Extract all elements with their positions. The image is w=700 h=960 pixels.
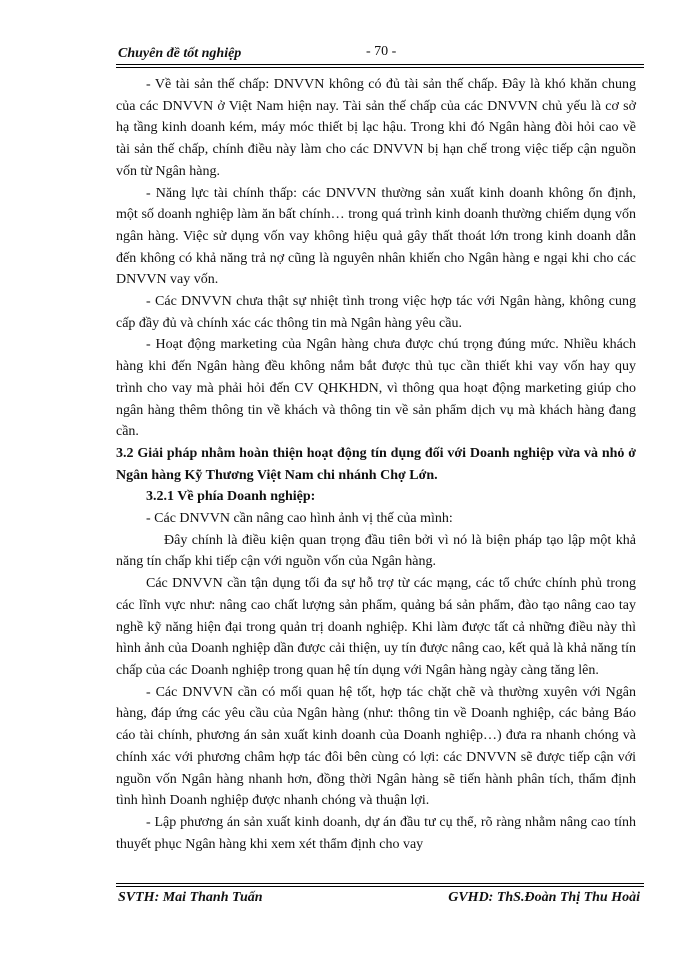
paragraph: Các DNVVN cần tận dụng tối đa sự hỗ trợ từ các mạng, các tổ chức chính phủ trong các lĩnh vực như: nâng cao chất lượng sản phẩm, quảng bá sản phẩm, đào tạo nâng cao tay nghề kỹ năng hiện đại trong quản trị doanh nghiệp. Khi làm được tất cả những điều này thì hình ảnh của Doanh nghiệp dần được cải thiện, uy tín được nâng cao, kết quả là khả năng tín chấp của các Doanh nghiệp trong quan hệ tín dụng với Ngân hàng ngày càng tăng lên. xyxy=(116,576,636,678)
document-body xyxy=(116,74,636,855)
subsection-heading: 3.2.1 Về phía Doanh nghiệp: xyxy=(146,489,316,505)
paragraph: - Các DNVVN cần có mối quan hệ tốt, hợp tác chặt chẽ và thường xuyên với Ngân hàng, đáp ứng các yêu cầu của Ngân hàng (như: thông tin về Doanh nghiệp, các bảng Báo cáo tài chính, phương án sản xuất kinh doanh của Doanh nghiệp…) đưa ra nhanh chóng và chính xác với phương châm hợp tác đôi bên cùng có lợi: các DNVVN sẽ được tiếp cận với nguồn vốn Ngân hàng nhanh hơn, đồng thời Ngân hàng sẽ tiến hành phân tích, thẩm định tình hình Doanh nghiệp được nhanh chóng và thuận lợi. xyxy=(116,684,636,809)
header-title: Chuyên đề tốt nghiệp xyxy=(118,46,242,61)
footer-rule xyxy=(116,883,644,884)
paragraph: - Lập phương án sản xuất kinh doanh, dự án đầu tư cụ thể, rõ ràng nhằm nâng cao tính thuyết phục Ngân hàng khi xem xét thẩm định cho vay xyxy=(116,814,636,852)
paragraph: - Về tài sản thế chấp: DNVVN không có đủ tài sản thế chấp. Đây là khó khăn chung của các DNVVN ở Việt Nam hiện nay. Tài sản thế chấp của các DNVVN chủ yếu là cơ sở hạ tầng kinh doanh kém, máy móc thiết bị lạc hậu. Trong khi đó Ngân hàng đòi hỏi cao về tài sản thế chấp, chính điều này làm cho các DNVVN bị hạn chế trong việc tiếp cận nguồn vốn từ Ngân hàng. xyxy=(116,77,636,179)
section-heading: 3.2 Giải pháp nhằm hoàn thiện hoạt động tín dụng đối với Doanh nghiệp vừa và nhỏ ở Ngân hàng Kỹ Thương Việt Nam chi nhánh Chợ Lớn. xyxy=(116,445,636,483)
paragraph: - Năng lực tài chính thấp: các DNVVN thường sản xuất kinh doanh không ổn định, một số doanh nghiệp làm ăn bất chính… trong quá trình kinh doanh thường chiếm dụng vốn ngân hàng. Việc sử dụng vốn vay không hiệu quả gây thất thoát lớn trong kinh doanh dẫn đến không có khả năng trả nợ cũng là nguyên nhân khiến cho Ngân hàng e ngại khi cho các DNVVN vay vốn. xyxy=(116,185,636,288)
paragraph: Đây chính là điều kiện quan trọng đầu tiên bởi vì nó là biện pháp tạo lập một khả năng tín chấp khi tiếp cận với nguồn vốn của Ngân hàng. xyxy=(116,532,636,570)
paragraph: - Hoạt động marketing của Ngân hàng chưa được chú trọng đúng mức. Nhiều khách hàng khi đến Ngân hàng đều không nắm bắt được thủ tục cần thiết khi vay vốn hay quy trình cho vay mà phải hỏi đến CV QHKHDN, vì thông qua hoạt động marketing giúp cho ngân hàng thêm thông tin về khách và thông tin về sản phẩm dịch vụ mà khách hàng đang cần. xyxy=(116,337,636,440)
page-footer xyxy=(118,890,640,906)
footer-rule-thin xyxy=(116,886,644,887)
footer-advisor: GVHD: ThS.Đoàn Thị Thu Hoài xyxy=(448,890,640,905)
page-header xyxy=(118,38,645,62)
header-rule xyxy=(116,64,644,65)
footer-student: SVTH: Mai Thanh Tuấn xyxy=(118,890,263,905)
header-rule-thin xyxy=(116,67,644,68)
page-number: - 70 - xyxy=(366,44,397,59)
paragraph: - Các DNVVN chưa thật sự nhiệt tình trong việc hợp tác với Ngân hàng, không cung cấp đầy đủ và chính xác các thông tin mà Ngân hàng yêu cầu. xyxy=(116,294,636,331)
paragraph: - Các DNVVN cần nâng cao hình ảnh vị thế của mình: xyxy=(146,511,453,527)
